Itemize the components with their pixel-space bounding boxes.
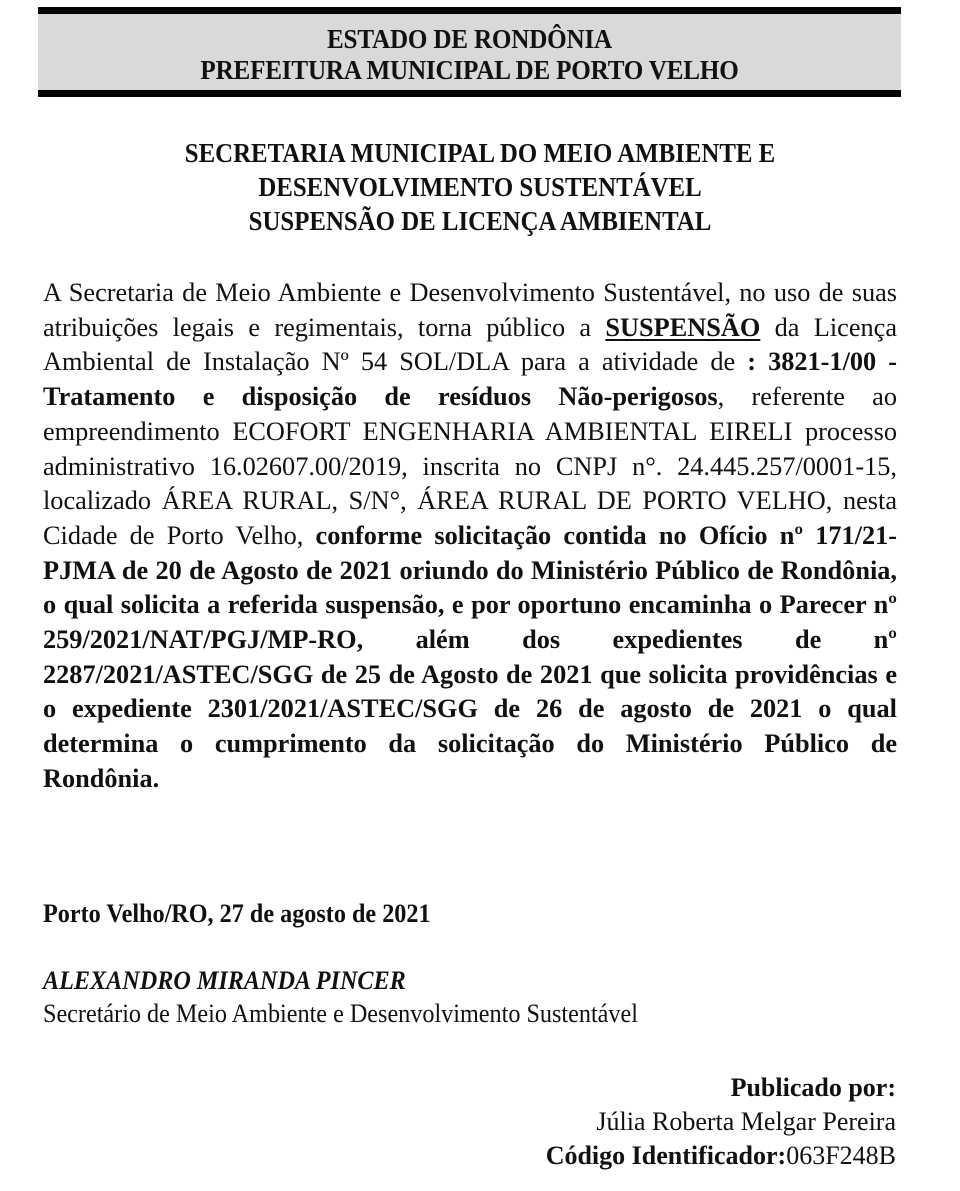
header-state: ESTADO DE RONDÔNIA <box>326 24 612 54</box>
identifier-code <box>546 1139 896 1173</box>
signer-role: Secretário de Meio Ambiente e Desenvolvimento Sustentável <box>43 999 638 1028</box>
date-location: Porto Velho/RO, 27 de agosto de 2021 <box>43 899 431 928</box>
title-line-2: DESENVOLVIMENTO SUSTENTÁVEL <box>258 172 702 202</box>
body-segment-suspension: SUSPENSÃO <box>605 312 761 342</box>
body-paragraph <box>43 276 897 797</box>
body-segment-company: , referente ao empreendimento ECOFORT ENGENHARIA AMBIENTAL EIRELI processo administrativo 16.02607.00/2019, inscrita no CNPJ n°. 24.445.257/0001-15, localizado ÁREA RURAL, S/N°, ÁREA RURAL DE PORTO VELHO, nesta Cidade de Porto Velho, <box>43 382 897 550</box>
body-segment-activity: : 3821-1/00 - Tratamento e disposição de resíduos Não-perigosos <box>43 347 898 412</box>
signer-name: ALEXANDRO MIRANDA PINCER <box>43 966 406 995</box>
document-header <box>38 7 901 97</box>
body-segment-intro: A Secretaria de Meio Ambiente e Desenvolvimento Sustentável, no uso de suas atribuições legais e regimentais, torna público a <box>43 278 897 342</box>
identifier-code-value: 063F248B <box>786 1141 896 1170</box>
title-line-1: SECRETARIA MUNICIPAL DO MEIO AMBIENTE E <box>184 138 776 168</box>
publisher-name: Júlia Roberta Melgar Pereira <box>596 1107 896 1136</box>
identifier-code-label: Código Identificador: <box>545 1141 787 1170</box>
title-line-3: SUSPENSÃO DE LICENÇA AMBIENTAL <box>248 206 712 236</box>
publication-info <box>546 1071 896 1173</box>
body-segment-request: conforme solicitação contida no Ofício nº 171/21-PJMA de 20 de Agosto de 2021 oriundo do Ministério Público de Rondônia, o qual solicita a referida suspensão, e por oportuno encaminha o Parecer nº 259/2021/NAT/PGJ/MP-RO, além dos expedientes de nº 2287/2021/ASTEC/SGG de 25 de Agosto de 2021 que solicita providências e o expediente 2301/2021/ASTEC/SGG de 26 de agosto de 2021 o qual determina o cumprimento da solicitação do Ministério Público de Rondônia. <box>43 520 897 793</box>
published-by-label: Publicado por: <box>730 1073 896 1102</box>
document-title <box>0 136 960 238</box>
body-segment-license: da Licença Ambiental de Instalação Nº 54 SOL/DLA para a atividade de <box>43 312 897 377</box>
header-municipality: PREFEITURA MUNICIPAL DE PORTO VELHO <box>200 55 739 85</box>
